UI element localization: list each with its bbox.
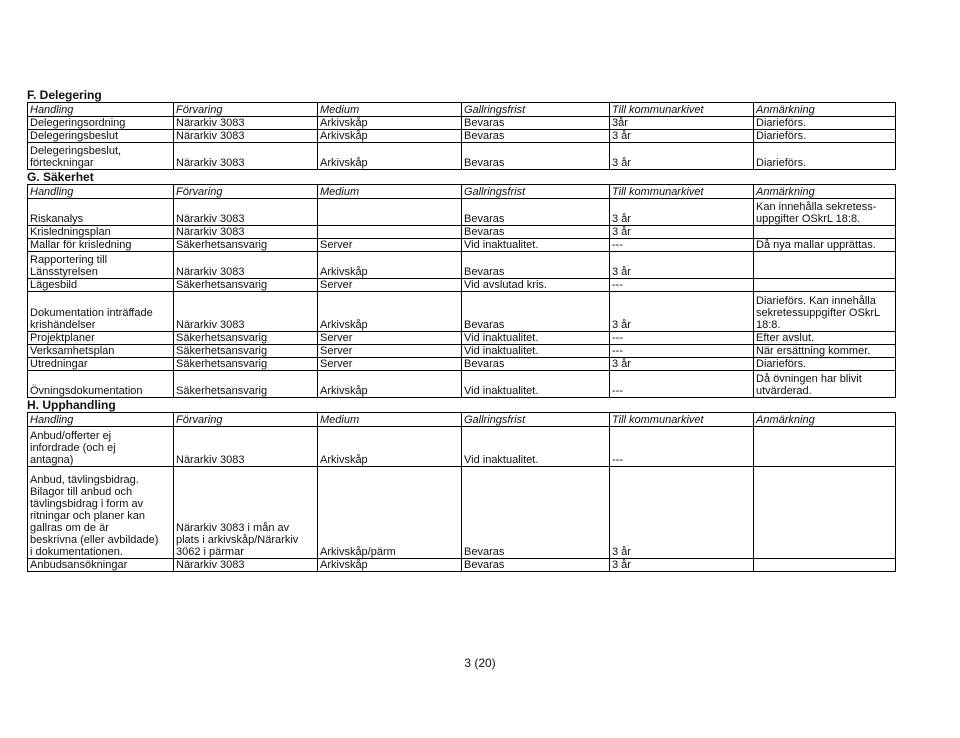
table-cell: Riskanalys: [28, 199, 174, 226]
table-cell: ---: [610, 345, 754, 358]
table-cell: Bevaras: [462, 143, 610, 170]
table-cell: ---: [610, 239, 754, 252]
table-cell: Delegeringsbeslut: [28, 130, 174, 143]
table-cell: ---: [610, 332, 754, 345]
table-cell: Anbudsansökningar: [28, 559, 174, 572]
table-cell: Bevaras: [462, 292, 610, 332]
table-cell: Lägesbild: [28, 279, 174, 292]
table-cell: Arkivskåp: [318, 143, 462, 170]
column-header: Till kommunarkivet: [610, 103, 754, 117]
table-cell: Närarkiv 3083: [174, 252, 318, 279]
document-body: [27, 88, 895, 572]
table-cell: Säkerhetsansvarig: [174, 239, 318, 252]
table-row: [28, 252, 896, 279]
section-title: H. Upphandling: [27, 398, 116, 412]
table-cell: Anbud/offerter ej infordrade (och ej antagna): [28, 427, 174, 467]
table-cell: Bevaras: [462, 559, 610, 572]
table-cell: [318, 199, 462, 226]
table-cell: Server: [318, 239, 462, 252]
table-cell: Delegeringsbeslut, förteckningar: [28, 143, 174, 170]
table-cell: Vid inaktualitet.: [462, 345, 610, 358]
table-cell: Arkivskåp: [318, 130, 462, 143]
table-cell: Närarkiv 3083: [174, 199, 318, 226]
table-row: [28, 292, 896, 332]
column-header: Förvaring: [174, 103, 318, 117]
records-table: [27, 412, 896, 572]
table-cell: Arkivskåp: [318, 292, 462, 332]
table-row: [28, 130, 896, 143]
records-table: [27, 102, 896, 170]
table-cell: Då nya mallar upprättas.: [754, 239, 896, 252]
column-header: Handling: [28, 185, 174, 199]
table-row: [28, 199, 896, 226]
table-cell: Säkerhetsansvarig: [174, 332, 318, 345]
table-row: [28, 345, 896, 358]
table-cell: Bevaras: [462, 117, 610, 130]
table-cell: Närarkiv 3083: [174, 226, 318, 239]
table-cell: Diarieförs.: [754, 358, 896, 371]
table-cell: Dokumentation inträffade krishändelser: [28, 292, 174, 332]
table-row: [28, 427, 896, 467]
records-table: [27, 184, 896, 398]
table-cell: 3 år: [610, 559, 754, 572]
table-cell: Bevaras: [462, 252, 610, 279]
table-cell: Närarkiv 3083: [174, 117, 318, 130]
table-cell: 3 år: [610, 199, 754, 226]
table-cell: Server: [318, 358, 462, 371]
table-cell: 3 år: [610, 467, 754, 559]
table-cell: Arkivskåp: [318, 559, 462, 572]
table-cell: ---: [610, 371, 754, 398]
table-cell: Arkivskåp/pärm: [318, 467, 462, 559]
column-header: Gallringsfrist: [462, 103, 610, 117]
table-cell: Utredningar: [28, 358, 174, 371]
table-row: [28, 358, 896, 371]
table-cell: Säkerhetsansvarig: [174, 371, 318, 398]
table-cell: Bevaras: [462, 467, 610, 559]
table-row: [28, 332, 896, 345]
table-cell: ---: [610, 427, 754, 467]
table-cell: Diarieförs.: [754, 130, 896, 143]
column-header: Medium: [318, 103, 462, 117]
column-header: Anmärkning: [754, 103, 896, 117]
column-header: Anmärkning: [754, 185, 896, 199]
table-row: [28, 226, 896, 239]
header-row: [28, 185, 896, 199]
table-cell: Närarkiv 3083: [174, 559, 318, 572]
table-cell: Närarkiv 3083 i mån av plats i arkivskåp/Närarkiv 3062 i pärmar: [174, 467, 318, 559]
table-cell: 3 år: [610, 292, 754, 332]
table-row: [28, 117, 896, 130]
table-cell: Bevaras: [462, 130, 610, 143]
table-cell: Projektplaner: [28, 332, 174, 345]
table-cell: Närarkiv 3083: [174, 427, 318, 467]
table-cell: Arkivskåp: [318, 371, 462, 398]
table-cell: 3år: [610, 117, 754, 130]
column-header: Till kommunarkivet: [610, 413, 754, 427]
table-cell: Vid inaktualitet.: [462, 332, 610, 345]
table-cell: Mallar för krisledning: [28, 239, 174, 252]
table-row: [28, 239, 896, 252]
table-cell: Bevaras: [462, 358, 610, 371]
table-cell: Vid inaktualitet.: [462, 371, 610, 398]
column-header: Förvaring: [174, 185, 318, 199]
table-cell: Server: [318, 279, 462, 292]
table-cell: 3 år: [610, 226, 754, 239]
table-cell: [754, 279, 896, 292]
column-header: Handling: [28, 103, 174, 117]
table-cell: När ersättning kommer.: [754, 345, 896, 358]
table-row: [28, 143, 896, 170]
table-cell: Kan innehålla sekretess- uppgifter OSkrL 18:8.: [754, 199, 896, 226]
table-cell: 3 år: [610, 130, 754, 143]
column-header: Anmärkning: [754, 413, 896, 427]
table-cell: Efter avslut.: [754, 332, 896, 345]
table-cell: Krisledningsplan: [28, 226, 174, 239]
table-cell: Diarieförs.: [754, 143, 896, 170]
table-cell: Vid avslutad kris.: [462, 279, 610, 292]
table-cell: Närarkiv 3083: [174, 143, 318, 170]
table-cell: Anbud, tävlingsbidrag. Bilagor till anbud och tävlingsbidrag i form av ritningar och planer kan gallras om de är beskrivna (eller avbildade) i dokumentationen.: [28, 467, 174, 559]
table-cell: Diarieförs.: [754, 117, 896, 130]
table-cell: Server: [318, 332, 462, 345]
section-title: F. Delegering: [27, 88, 102, 102]
table-row: [28, 559, 896, 572]
column-header: Medium: [318, 185, 462, 199]
table-cell: Bevaras: [462, 199, 610, 226]
table-cell: Bevaras: [462, 226, 610, 239]
table-cell: Då övningen har blivit utvärderad.: [754, 371, 896, 398]
table-row: [28, 371, 896, 398]
column-header: Till kommunarkivet: [610, 185, 754, 199]
table-cell: 3 år: [610, 252, 754, 279]
page-number: 3 (20): [464, 656, 496, 670]
table-cell: Säkerhetsansvarig: [174, 358, 318, 371]
table-cell: Närarkiv 3083: [174, 130, 318, 143]
table-cell: Verksamhetsplan: [28, 345, 174, 358]
table-row: [28, 467, 896, 559]
table-cell: Vid inaktualitet.: [462, 427, 610, 467]
column-header: Handling: [28, 413, 174, 427]
table-cell: Rapportering till Länsstyrelsen: [28, 252, 174, 279]
column-header: Gallringsfrist: [462, 185, 610, 199]
column-header: Medium: [318, 413, 462, 427]
table-cell: [754, 427, 896, 467]
header-row: [28, 103, 896, 117]
table-cell: Arkivskåp: [318, 252, 462, 279]
table-cell: Säkerhetsansvarig: [174, 345, 318, 358]
table-cell: Arkivskåp: [318, 427, 462, 467]
column-header: Förvaring: [174, 413, 318, 427]
column-header: Gallringsfrist: [462, 413, 610, 427]
table-cell: [754, 467, 896, 559]
header-row: [28, 413, 896, 427]
table-cell: Närarkiv 3083: [174, 292, 318, 332]
table-cell: Diarieförs. Kan innehålla sekretessuppgifter OSkrL 18:8.: [754, 292, 896, 332]
table-cell: [318, 226, 462, 239]
table-cell: ---: [610, 279, 754, 292]
table-cell: Arkivskåp: [318, 117, 462, 130]
table-cell: [754, 226, 896, 239]
table-cell: Säkerhetsansvarig: [174, 279, 318, 292]
table-cell: Server: [318, 345, 462, 358]
table-cell: 3 år: [610, 358, 754, 371]
section-title: G. Säkerhet: [27, 170, 94, 184]
table-cell: [754, 252, 896, 279]
table-cell: Delegeringsordning: [28, 117, 174, 130]
table-cell: [754, 559, 896, 572]
table-cell: 3 år: [610, 143, 754, 170]
table-cell: Vid inaktualitet.: [462, 239, 610, 252]
table-cell: Övningsdokumentation: [28, 371, 174, 398]
table-row: [28, 279, 896, 292]
